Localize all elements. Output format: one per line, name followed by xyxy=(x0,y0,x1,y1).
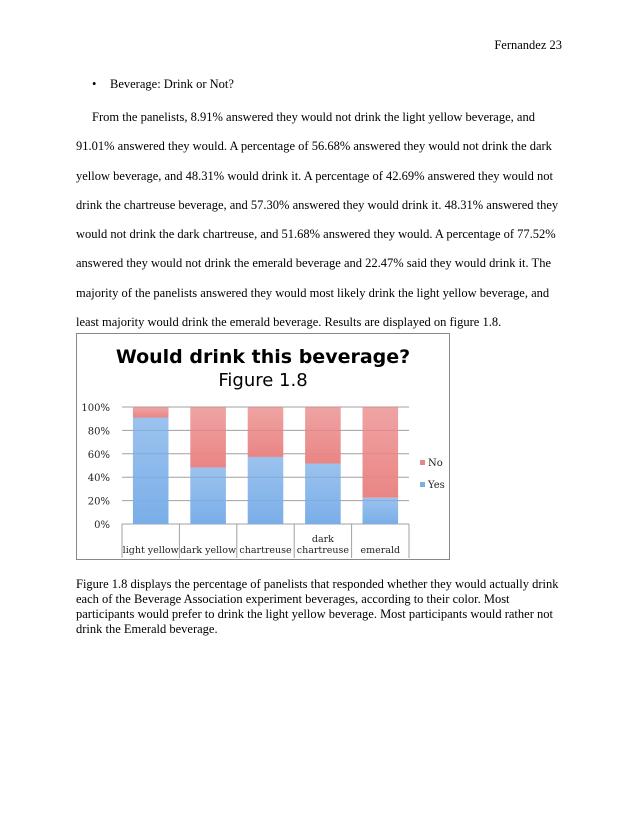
category-label: dark yellow xyxy=(180,545,237,556)
y-tick-label: 80% xyxy=(87,426,110,438)
bar-no xyxy=(133,407,169,417)
bullet-heading xyxy=(92,77,234,92)
bar-yes xyxy=(363,498,399,524)
chart-svg xyxy=(77,334,449,559)
category-label: dark xyxy=(311,534,334,545)
y-tick-label: 60% xyxy=(87,449,110,461)
legend-label-yes: Yes xyxy=(428,480,445,491)
bar-yes xyxy=(305,464,341,524)
y-tick-label: 20% xyxy=(87,496,110,508)
y-tick-label: 0% xyxy=(94,520,110,531)
category-label: emerald xyxy=(360,545,401,556)
bullet-symbol: • xyxy=(92,77,97,91)
paragraph-text: From the panelists, 8.91% answered they would not drink the light yellow beverage, and 91.01% answered they would. A percentage of 56.68% answered they would not drink the dark yellow beverage, and 48.31% would drink it. A percentage of 42.69% answered they would not drink the chartreuse beverage, and 57.30% answered they would drink it. 48.31% answered they would not drink the dark chartreuse, and 51.68% answered they would. A percentage of 77.52% answered they would not drink the emerald beverage and 22.47% said they would drink it. The majority of the panelists answered they would most likely drink the light yellow beverage, and least majority would drink the emerald beverage. Results are displayed on figure 1.8. xyxy=(76,110,559,330)
category-label: chartreuse xyxy=(296,545,350,556)
chart-title: Would drink this beverage? xyxy=(115,346,411,368)
bullet-text: Beverage: Drink or Not? xyxy=(110,77,234,91)
bar-yes xyxy=(133,418,169,524)
chart-figure xyxy=(76,333,450,560)
legend-label-no: No xyxy=(428,458,443,469)
figure-caption: Figure 1.8 displays the percentage of panelists that responded whether they would actually drink each of the Beverage Association experiment beverages, according to their color. Most participants would prefer to drink the light yellow beverage. Most participants would rather not drink the Emerald beverage. xyxy=(76,577,559,636)
category-label: chartreuse xyxy=(239,545,292,556)
bar-no xyxy=(305,407,341,464)
legend-swatch-yes xyxy=(420,482,425,487)
bar-yes xyxy=(248,457,284,524)
bar-no xyxy=(248,407,284,457)
page-header: Fernandez 23 xyxy=(494,38,562,52)
category-label: light yellow xyxy=(122,545,179,556)
chart-subtitle: Figure 1.8 xyxy=(218,370,308,391)
bar-yes xyxy=(190,467,226,524)
y-tick-label: 40% xyxy=(87,473,110,485)
bar-no xyxy=(190,407,226,467)
bar-no xyxy=(363,407,399,498)
legend-swatch-no xyxy=(420,460,425,465)
y-tick-label: 100% xyxy=(81,403,110,414)
results-paragraph xyxy=(76,103,560,337)
